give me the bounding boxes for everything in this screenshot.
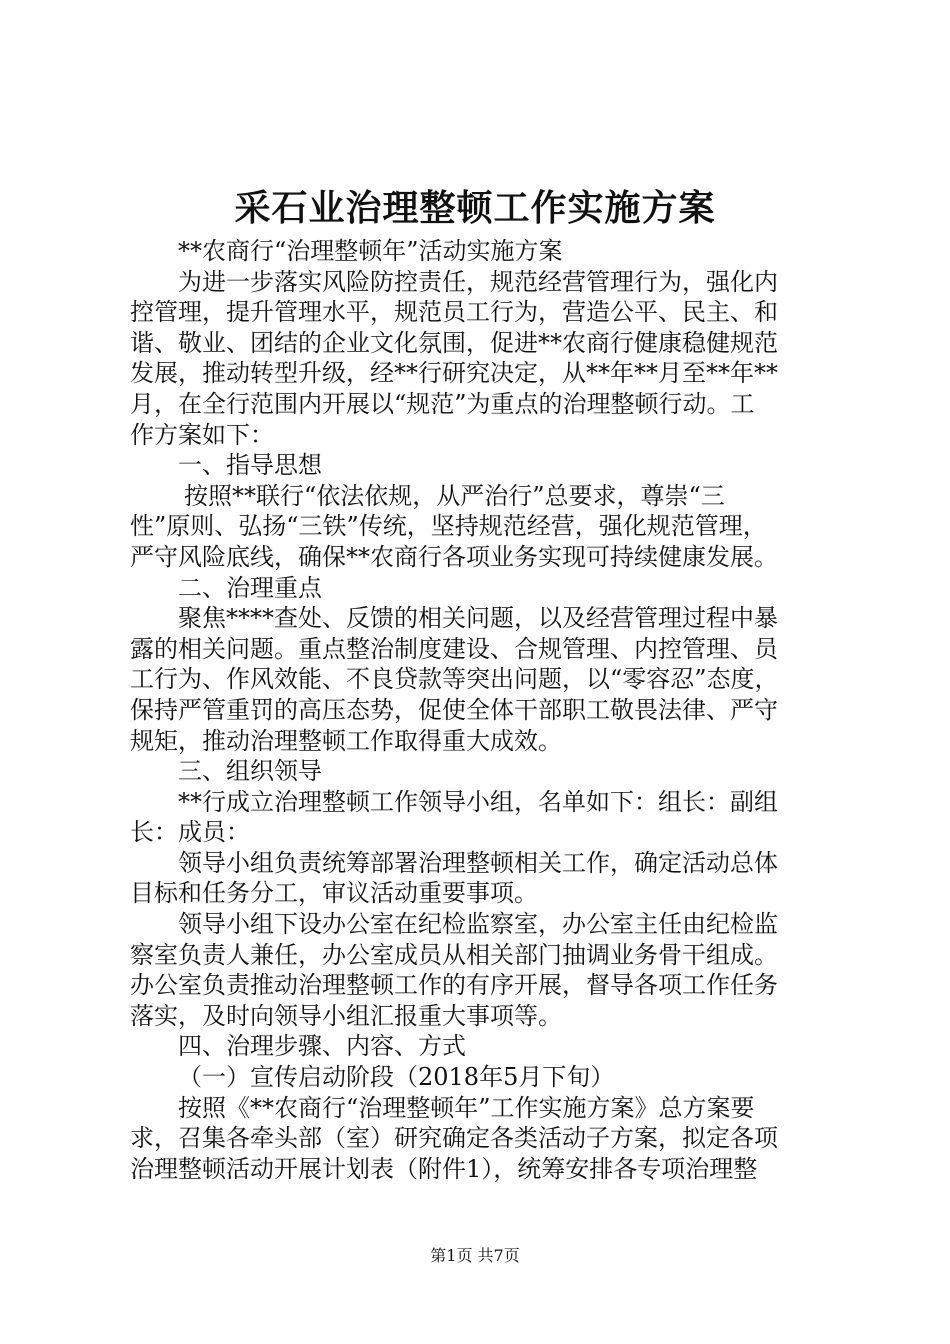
text-line: 聚焦****查处、反馈的相关问题，以及经营管理过程中暴 bbox=[178, 604, 778, 633]
text-line: 办公室负责推动治理整顿工作的有序开展，督导各项工作任务 bbox=[130, 971, 778, 1000]
text-line: 发展，推动转型升级，经**行研究决定，从**年**月至**年** bbox=[130, 359, 778, 388]
text-line: 按照**联行“依法依规，从严治行”总要求，尊崇“三 bbox=[184, 481, 725, 510]
text-line: 落实，及时向领导小组汇报重大事项等。 bbox=[130, 1001, 562, 1030]
text-line: 一、指导思想 bbox=[178, 451, 322, 480]
text-line: 月，在全行范围内开展以“规范”为重点的治理整顿行动。工 bbox=[130, 389, 755, 418]
text-line: 作方案如下： bbox=[130, 420, 274, 449]
text-line: 工行为、作风效能、不良贷款等突出问题，以“零容忍”态度， bbox=[130, 665, 779, 694]
text-line: 求，召集各牵头部（室）研究确定各类活动子方案，拟定各项 bbox=[130, 1124, 778, 1153]
text-line: 控管理，提升管理水平，规范员工行为，营造公平、民主、和 bbox=[130, 298, 778, 327]
text-line: 四、治理步骤、内容、方式 bbox=[178, 1032, 466, 1061]
text-line: 露的相关问题。重点整治制度建设、合规管理、内控管理、员 bbox=[130, 634, 778, 663]
text-line: 谐、敬业、团结的企业文化氛围，促进**农商行健康稳健规范 bbox=[130, 328, 778, 357]
text-line: 三、组织领导 bbox=[178, 757, 322, 786]
text-line: 察室负责人兼任，办公室成员从相关部门抽调业务骨干组成。 bbox=[130, 940, 778, 969]
text-line: 性”原则、弘扬“三铁”传统，坚持规范经营，强化规范管理， bbox=[130, 512, 767, 541]
document-title: 采石业治理整顿工作实施方案 bbox=[234, 187, 716, 229]
text-line: （一）宣传启动阶段（2018年5月下旬） bbox=[178, 1063, 615, 1092]
text-line: 治理整顿活动开展计划表（附件1），统筹安排各专项治理整 bbox=[130, 1154, 758, 1183]
text-line: 规矩，推动治理整顿工作取得重大成效。 bbox=[130, 726, 562, 755]
text-line: 领导小组负责统筹部署治理整顿相关工作，确定活动总体 bbox=[178, 848, 778, 877]
text-line: 按照《**农商行“治理整顿年”工作实施方案》总方案要 bbox=[178, 1093, 755, 1122]
text-line: 保持严管重罚的高压态势，促使全体干部职工敬畏法律、严守 bbox=[130, 695, 778, 724]
text-line: **行成立治理整顿工作领导小组，名单如下：组长：副组 bbox=[178, 787, 778, 816]
text-line: 长：成员： bbox=[130, 818, 250, 847]
text-line: **农商行“治理整顿年”活动实施方案 bbox=[178, 237, 563, 265]
page-footer: 第1页 共7页 bbox=[430, 1246, 520, 1265]
document-body bbox=[130, 236, 830, 1184]
text-line: 严守风险底线，确保**农商行各项业务实现可持续健康发展。 bbox=[130, 542, 778, 571]
text-line: 为进一步落实风险防控责任，规范经营管理行为，强化内 bbox=[178, 267, 778, 296]
text-line: 领导小组下设办公室在纪检监察室，办公室主任由纪检监 bbox=[178, 910, 778, 939]
text-line: 二、治理重点 bbox=[178, 573, 322, 602]
text-line: 目标和任务分工，审议活动重要事项。 bbox=[130, 879, 538, 908]
